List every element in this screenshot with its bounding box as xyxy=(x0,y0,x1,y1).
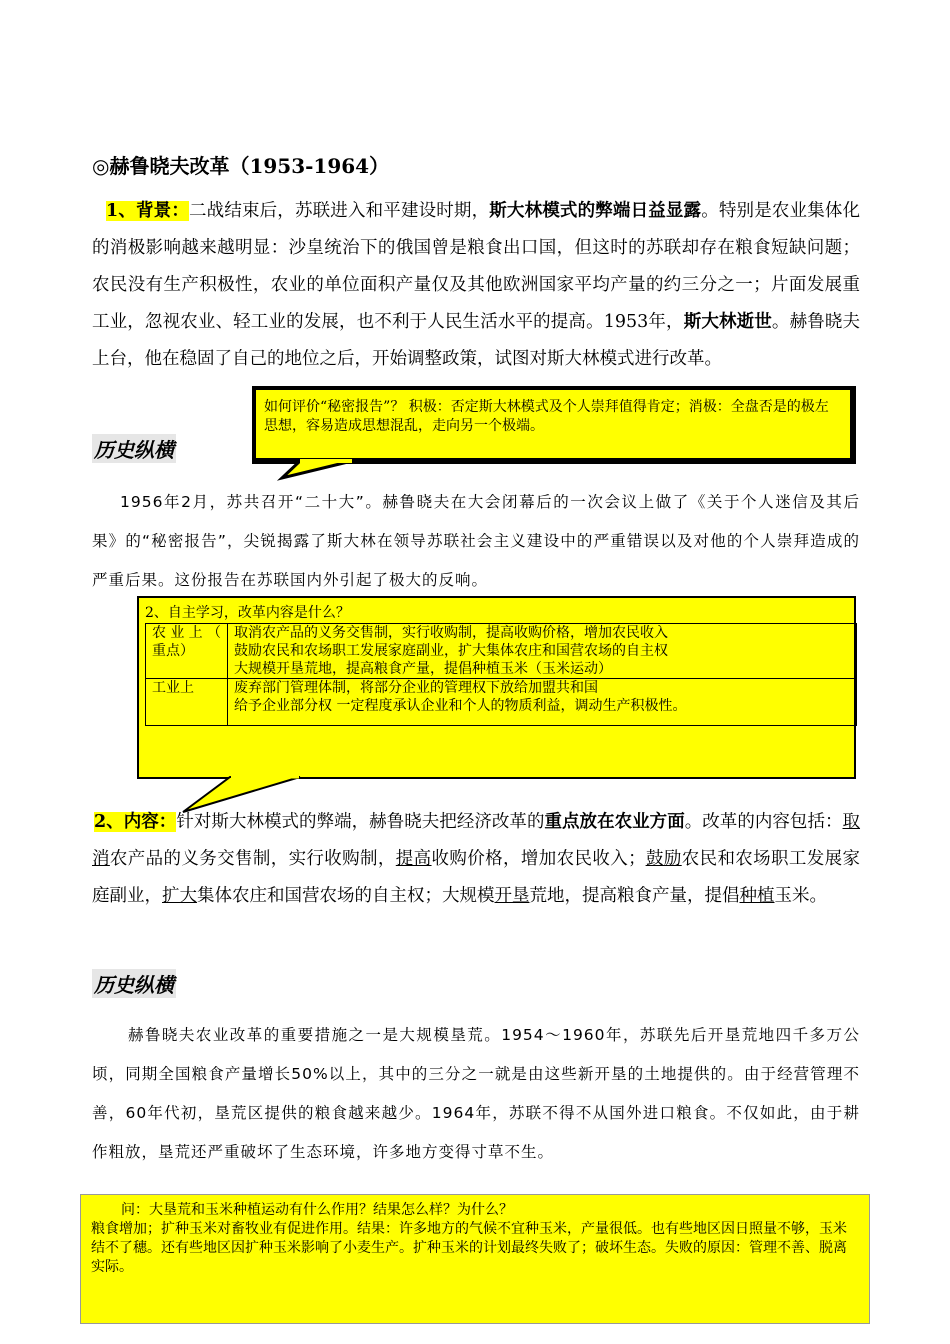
background-label: 1、背景： xyxy=(106,201,189,221)
question-text: 问：大垦荒和玉米种植运动有什么作用？结果怎么样？为什么？ xyxy=(121,1202,513,1218)
history-text-1: 1956年2月，苏共召开“二十大”。赫鲁晓夫在大会闭幕后的一次会议上做了《关于个人迷信及其后果》的“秘密报告”，尖锐揭露了斯大林在领导苏联社会主义建设中的严重错误以及对他的个人崇拜造成的严重后果。这份报告在苏联国内外引起了极大的反响。 xyxy=(92,493,860,589)
content-underline: 扩大 xyxy=(162,886,197,906)
page-title: ◎赫鲁晓夫改革（1953-1964） xyxy=(92,154,390,178)
content-text: 农民和农场职工发展家庭副业， xyxy=(92,849,861,906)
background-text-1: 二战结束后，苏联进入和平建设时期， xyxy=(189,201,490,221)
reform-row-label: 农业上（ 重点） xyxy=(146,624,228,679)
background-bold-1: 斯大林模式的弊端日益显露 xyxy=(489,201,702,221)
history-heading-2: 历史纵横 xyxy=(92,969,176,998)
reform-line: 废弃部门管理体制，将部分企业的管理权下放给加盟共和国 xyxy=(234,680,598,696)
reform-row-label: 工业上 xyxy=(146,679,228,726)
reform-line: 给予企业部分权 一定程度承认企业和个人的物质利益，调动生产积极性。 xyxy=(234,698,687,714)
content-underline: 取消 xyxy=(92,812,861,869)
history-text-2: 赫鲁晓夫农业改革的重要措施之一是大规模垦荒。1954～1960年，苏联先后开垦荒地四千多万公顷，同期全国粮食产量增长50%以上，其中的三分之一就是由这些新开垦的土地提供的。由于经营管理不善，60年代初，垦荒区提供的粮食越来越少。1964年，苏联不得不从国外进口粮食。不仅如此，由于耕作粗放，垦荒还严重破坏了生态环境，许多地方变得寸草不生。 xyxy=(92,1026,860,1161)
answer-text: 粮食增加；扩种玉米对畜牧业有促进作用。结果：许多地方的气候不宜种玉米，产量很低。也有些地区因日照量不够，玉米结不了穗。还有些地区因扩种玉米影响了小麦生产。扩种玉米的计划最终失败了；破坏生态。失败的原因：管理不善、脱离实际。 xyxy=(91,1221,847,1275)
reform-line: 取消农产品的义务交售制，实行收购制，提高收购价格，增加农民收入 xyxy=(234,625,668,641)
content-bold: 重点放在农业方面 xyxy=(544,812,685,832)
reform-line: 鼓励农民和农场职工发展家庭副业，扩大集体农庄和国营农场的自主权 xyxy=(234,643,668,659)
content-text: 集体农庄和国营农场的自主权；大规模 xyxy=(197,886,495,906)
reclamation-question-box xyxy=(80,1194,870,1324)
history-heading-1: 历史纵横 xyxy=(92,434,176,463)
background-text-2: 。特别是农业集体化的消极影响越来越明显：沙皇统治下的俄国曾是粮食出口国，但这时的苏联却存在粮食短缺问题；农民没有生产积极性，农业的单位面积产量仅及其他欧洲国家平均产量的约三分之一；片面发展重工业，忽视农业、轻工业的发展，也不利于人民生活水平的提高。1953年， xyxy=(92,201,861,332)
content-text: 针对斯大林模式的弊端，赫鲁晓夫把经济改革的 xyxy=(176,812,545,832)
content-underline: 鼓励 xyxy=(645,849,682,869)
reform-line: 大规模开垦荒地，提高粮食产量，提倡种植玉米（玉米运动） xyxy=(234,661,612,677)
reform-callout-heading: 2、自主学习，改革内容是什么？ xyxy=(145,605,350,621)
content-label: 2、内容： xyxy=(94,812,177,832)
background-bold-2: 斯大林逝世 xyxy=(683,312,772,332)
content-text: 玉米。 xyxy=(774,886,827,906)
content-underline: 开垦 xyxy=(494,886,530,906)
content-paragraph xyxy=(92,804,860,915)
content-text: 。改革的内容包括： xyxy=(684,812,843,832)
content-text: 荒地，提高粮食产量，提倡 xyxy=(529,886,740,906)
content-text: 农产品的义务交售制，实行收购制， xyxy=(109,849,396,869)
content-underline: 种植 xyxy=(739,886,775,906)
secret-report-callout-text: 如何评价“秘密报告”？ 积极：否定斯大林模式及个人崇拜值得肯定；消极：全盘否是的极左思想，容易造成思想混乱，走向另一个极端。 xyxy=(264,399,829,434)
background-text-3: 。赫鲁晓夫上台，他在稳固了自己的地位之后，开始调整政策，试图对斯大林模式进行改革。 xyxy=(92,312,861,369)
content-text: 收购价格，增加农民收入； xyxy=(431,849,646,869)
content-underline: 提高 xyxy=(395,849,432,869)
